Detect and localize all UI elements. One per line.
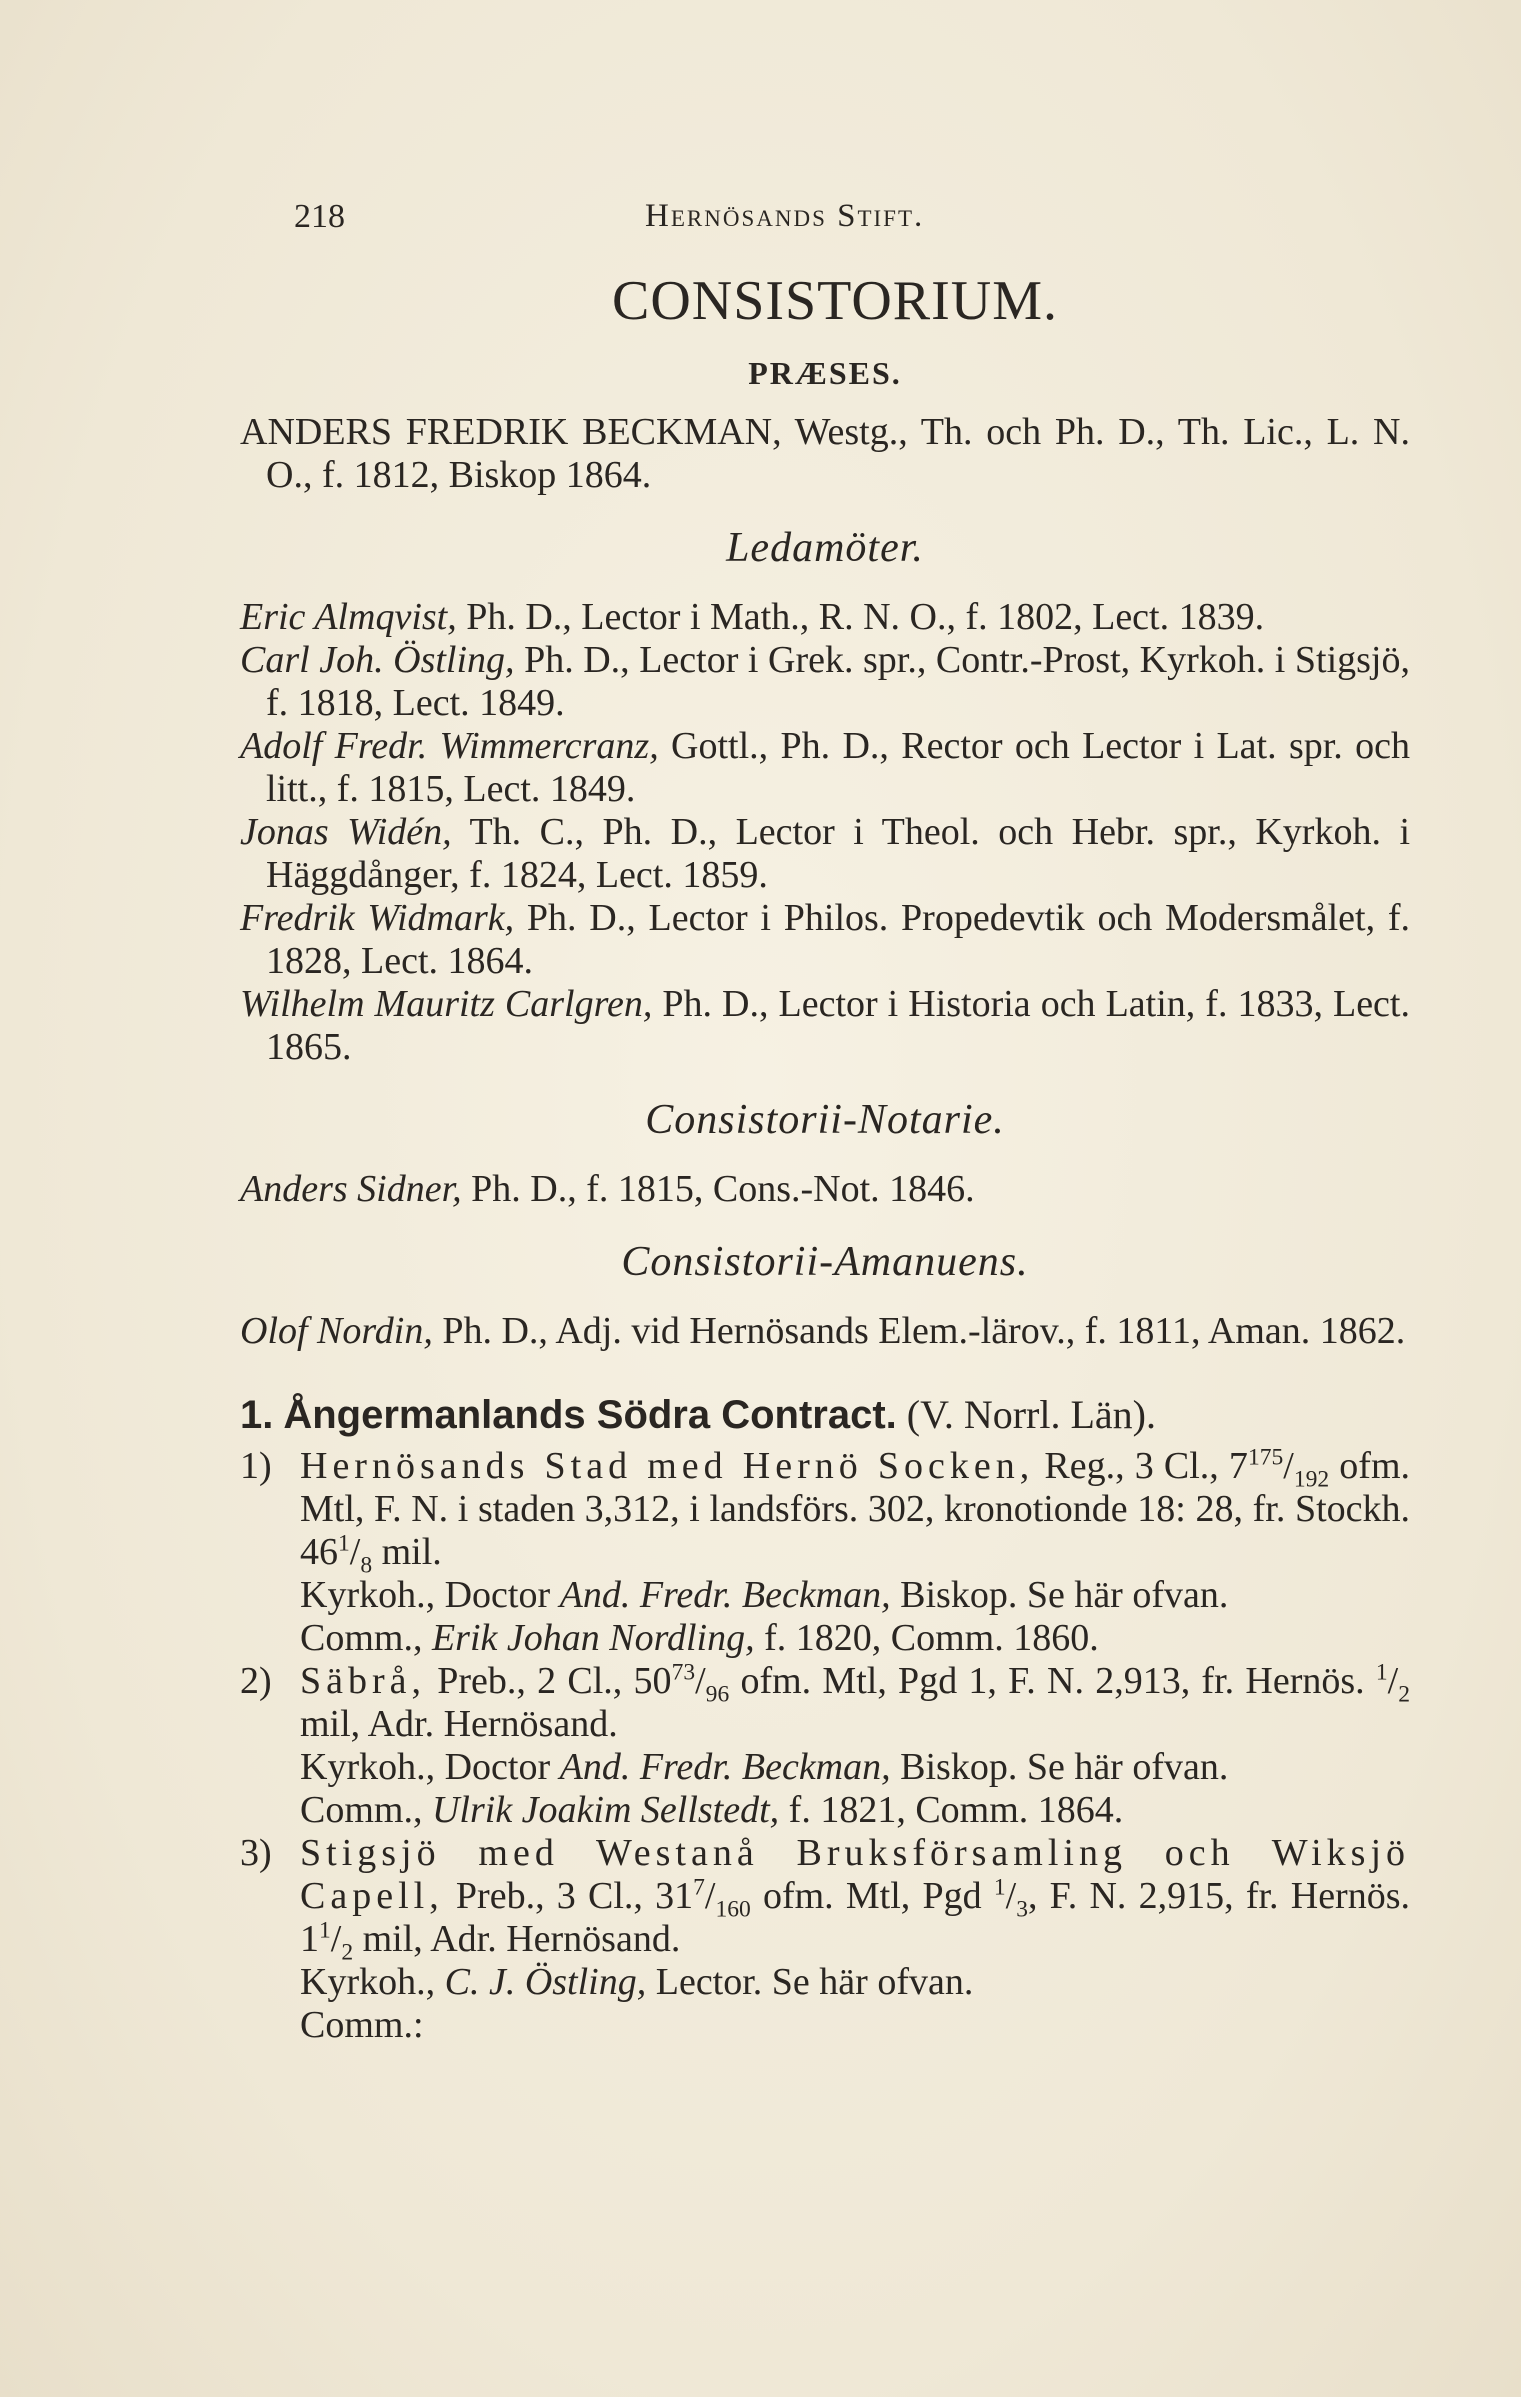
fraction-denominator: 8 [360,1552,373,1579]
praeses-entry: ANDERS FREDRIK BECKMAN, Westg., Th. och Ph. D., Th. Lic., L. N. O., f. 1812, Biskop 1864. [240,411,1410,496]
fraction-numerator: 175 [1247,1444,1284,1471]
fraction-numerator: 1 [993,1874,1006,1901]
parish-number: 2) [240,1660,272,1702]
fraction-slash: / [1387,1660,1399,1702]
comminister-line [240,1789,1410,1832]
notarie-name: Anders Sidner, [240,1168,462,1210]
list-item [240,897,1410,983]
fraction-slash: / [1283,1445,1294,1487]
contract-region: (V. Norrl. Län). [906,1392,1156,1437]
kyrkoherde-name: And. Fredr. Beckman, [559,1746,891,1788]
fraction-denominator: 2 [341,1939,354,1966]
member-details: Ph. D., Lector i Historia och Latin, f. 1833, Lect. 1865. [266,983,1410,1068]
parish-text-part: Preb., 2 Cl., 50 [426,1660,672,1702]
parish-text-part: mil, Adr. Hernösand. [300,1703,618,1745]
comminister-line [240,1617,1410,1660]
parish-name: Säbrå, [300,1660,427,1702]
member-details: Ph. D., Lector i Grek. spr., Contr.-Prost, Kyrkoh. i Stigsjö, f. 1818, Lect. 1849. [266,639,1410,724]
kyrkoherde-line [240,1746,1410,1789]
praeses-heading: PRÆSES. [748,355,902,391]
comminister-name: Erik Johan Nordling, [431,1617,755,1659]
fraction-denominator: 192 [1293,1466,1330,1493]
parish-entry [240,1445,1410,1660]
fraction-numerator: 1 [319,1917,331,1944]
parish-text-part: Preb., 3 Cl., 31 [443,1875,694,1917]
contract-heading [240,1393,1410,1437]
member-details: Ph. D., Lector i Philos. Propedevtik och Modersmålet, f. 1828, Lect. 1864. [266,897,1410,982]
fraction-denominator: 160 [715,1896,751,1923]
parish-description [300,1832,1410,1966]
amanuens-entry [240,1310,1410,1353]
contract-name: Ångermanlands Södra Contract. [283,1393,897,1437]
parish-number: 1) [240,1445,272,1487]
amanuens-name: Olof Nordin, [240,1310,433,1352]
member-details: Gottl., Ph. D., Rector och Lector i Lat. spr. och litt., f. 1815, Lect. 1849. [266,725,1410,810]
comminister-note: f. 1820, Comm. 1860. [754,1617,1099,1659]
comminister-name: Ulrik Joakim Sellstedt, [431,1789,780,1831]
fraction-slash: / [330,1918,342,1960]
member-name: Wilhelm Mauritz Carlgren, [240,983,653,1025]
parish-entry [240,1832,1410,2047]
fraction-slash: / [695,1660,706,1702]
comminister-label: Comm.: [300,2004,424,2046]
kyrkoherde-note: Lector. Se här ofvan. [646,1961,974,2003]
member-name: Jonas Widén, [240,811,452,853]
list-item [240,639,1410,725]
kyrkoherde-line [240,1961,1410,2004]
parish-description [300,1444,1411,1579]
comminister-note: f. 1821, Comm. 1864. [779,1789,1124,1831]
parish-text-part: ofm. Mtl, Pgd [750,1875,994,1917]
fraction-numerator: 1 [338,1530,350,1557]
parish-name: Hernösands Stad med Hernö Socken, [300,1445,1035,1487]
notarie-heading: Consistorii-Notarie. [645,1097,1005,1143]
parish-text-part: Reg., 3 Cl., 7 [1034,1445,1248,1487]
ledamoter-heading: Ledamöter. [726,525,924,571]
page-title: CONSISTORIUM. [611,270,1059,332]
comminister-line [240,2004,1410,2047]
list-item [240,725,1410,811]
parish-description [300,1660,1410,1746]
fraction-slash: / [1005,1875,1017,1917]
notarie-entry [240,1168,1410,1211]
member-details: Ph. D., Lector i Math., R. N. O., f. 1802, Lect. 1839. [456,596,1265,638]
notarie-details: Ph. D., f. 1815, Cons.-Not. 1846. [461,1168,975,1210]
fraction-numerator: 1 [1375,1659,1388,1686]
ledamoter-list [240,596,1410,1069]
member-details: Th. C., Ph. D., Lector i Theol. och Hebr. spr., Kyrkoh. i Häggdånger, f. 1824, Lect. 1859. [266,811,1410,896]
fraction-denominator: 96 [705,1681,730,1708]
contract-number: 1. [240,1393,274,1437]
parish-name: Stigsjö med Westanå Bruksförsamling och Wiksjö Capell, [300,1832,1410,1917]
fraction-denominator: 2 [1398,1681,1410,1708]
kyrkoherde-label: Kyrkoh., Doctor [300,1574,560,1616]
kyrkoherde-label: Kyrkoh., Doctor [300,1746,560,1788]
member-name: Carl Joh. Östling, [240,639,515,681]
kyrkoherde-label: Kyrkoh., [300,1961,445,2003]
kyrkoherde-name: And. Fredr. Beckman, [559,1574,891,1616]
running-title: Hernösands Stift. [645,198,925,234]
list-item [240,983,1410,1069]
kyrkoherde-line [240,1574,1410,1617]
member-name: Eric Almqvist, [240,596,457,638]
parish-text-part: , F. N. 2,915, fr. Hernös. 1 [300,1875,1410,1960]
fraction-numerator: 7 [693,1874,705,1901]
member-name: Adolf Fredr. Wimmercranz, [240,725,659,767]
kyrkoherde-name: C. J. Östling, [444,1961,647,2003]
running-head [240,195,1410,240]
amanuens-heading: Consistorii-Amanuens. [621,1239,1029,1285]
amanuens-details: Ph. D., Adj. vid Hernösands Elem.-lärov., f. 1811, Aman. 1862. [432,1310,1406,1352]
fraction-denominator: 3 [1016,1896,1028,1923]
comminister-label: Comm., [300,1617,432,1659]
fraction-slash: / [349,1531,361,1573]
fraction-slash: / [704,1875,716,1917]
parish-entry [240,1660,1410,1832]
parish-text-part: mil. [372,1531,442,1573]
list-item [240,811,1410,897]
kyrkoherde-note: Biskop. Se här ofvan. [890,1574,1229,1616]
parish-text-part: ofm. Mtl, Pgd 1, F. N. 2,913, fr. Hernös. [729,1660,1376,1702]
fraction-numerator: 73 [671,1659,696,1686]
page-number: 218 [294,198,345,235]
page-content [240,195,1410,2047]
kyrkoherde-note: Biskop. Se här ofvan. [890,1746,1229,1788]
comminister-label: Comm., [300,1789,432,1831]
parish-text-part: ofm. Mtl, F. N. i staden 3,312, i landsförs. 302, kronotionde 18: 28, fr. Stockh. 46 [300,1445,1411,1573]
member-name: Fredrik Widmark, [240,897,515,939]
parish-text-part: mil, Adr. Hernösand. [353,1918,681,1960]
parish-number: 3) [240,1832,272,1874]
list-item [240,596,1410,639]
